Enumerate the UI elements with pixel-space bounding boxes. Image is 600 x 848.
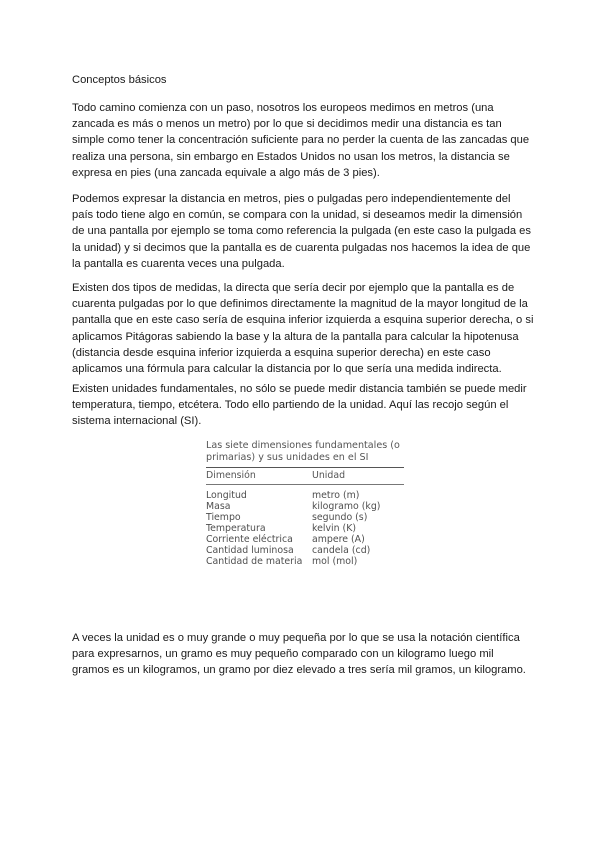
paragraph-fundamental-units: Existen unidades fundamentales, no sólo se puede medir distancia también se puede medir temperatura, tiempo, etcétera. Todo ello partiendo de la unidad. Aquí las recojo según el sistema internacional (SI). <box>72 383 527 428</box>
table-row <box>206 534 404 545</box>
table-row <box>206 523 404 534</box>
paragraph-unit-comparison: Podemos expresar la distancia en metros, pies o pulgadas pero independientemente del país todo tiene algo en común, se compara con la unidad, si deseamos medir la dimensión de una pantalla por ejemplo se toma como referencia la pulgada (en este caso la pulgada es la unidad) y si decimos que la pantalla es de cuarenta pulgadas nos hacemos la idea de que la pantalla es cuarenta veces una pulgada. <box>72 193 531 270</box>
figure-caption: Las siete dimensiones fundamentales (o primarias) y sus unidades en el SI <box>206 440 400 463</box>
table-row <box>206 512 404 523</box>
unit-cell: metro (m) <box>312 490 360 501</box>
table-row <box>206 485 404 501</box>
table-row <box>206 556 404 567</box>
dimension-cell: Tiempo <box>206 512 241 523</box>
unit-cell: kelvin (K) <box>312 523 357 534</box>
unit-cell: candela (cd) <box>312 545 371 556</box>
si-units-table <box>206 468 404 567</box>
header-unit: Unidad <box>312 470 346 481</box>
si-units-figure <box>206 440 404 590</box>
dimension-cell: Masa <box>206 501 231 512</box>
unit-cell: ampere (A) <box>312 534 365 545</box>
unit-cell: mol (mol) <box>312 556 358 567</box>
table-header-row <box>206 468 404 484</box>
paragraph-scientific-notation: A veces la unidad es o muy grande o muy pequeña por lo que se usa la notación científica para expresarnos, un gramo es muy pequeño comparado con un kilogramo luego mil gramos es un kilogramos, un gramo por diez elevado a tres sería mil gramos, un kilogramo. <box>72 632 526 677</box>
paragraph-measure-types: Existen dos tipos de medidas, la directa que sería decir por ejemplo que la pantalla es de cuarenta pulgadas por lo que definimos directamente la magnitud de la mayor longitud de la pantalla que en este caso sería de esquina inferior izquierda a esquina superior derecha, o si aplicamos Pitágoras sabiendo la base y la altura de la pantalla para calcular la hipotenusa (distancia desde esquina inferior izquierda a esquina superior derecha) en este caso aplicamos una fórmula para calcular la distancia por lo que sería una medida indirecta. <box>72 282 534 376</box>
dimension-cell: Temperatura <box>206 523 266 534</box>
table-row <box>206 545 404 556</box>
dimension-cell: Longitud <box>206 490 247 501</box>
dimension-cell: Corriente eléctrica <box>206 534 293 545</box>
table-row <box>206 501 404 512</box>
document-title: Conceptos básicos <box>72 74 167 86</box>
dimension-cell: Cantidad luminosa <box>206 545 294 556</box>
header-dimension: Dimensión <box>206 470 256 481</box>
unit-cell: segundo (s) <box>312 512 368 523</box>
dimension-cell: Cantidad de materia <box>206 556 303 567</box>
unit-cell: kilogramo (kg) <box>312 501 381 512</box>
paragraph-intro: Todo camino comienza con un paso, nosotros los europeos medimos en metros (una zancada es más o menos un metro) por lo que si decidimos medir una distancia es tan simple como tener la concentración suficiente para no perder la cuenta de las zancadas que realiza una persona, sin embargo en Estados Unidos no usan los metros, la distancia se expresa en pies (una zancada equivale a algo más de 3 pies). <box>72 102 530 179</box>
